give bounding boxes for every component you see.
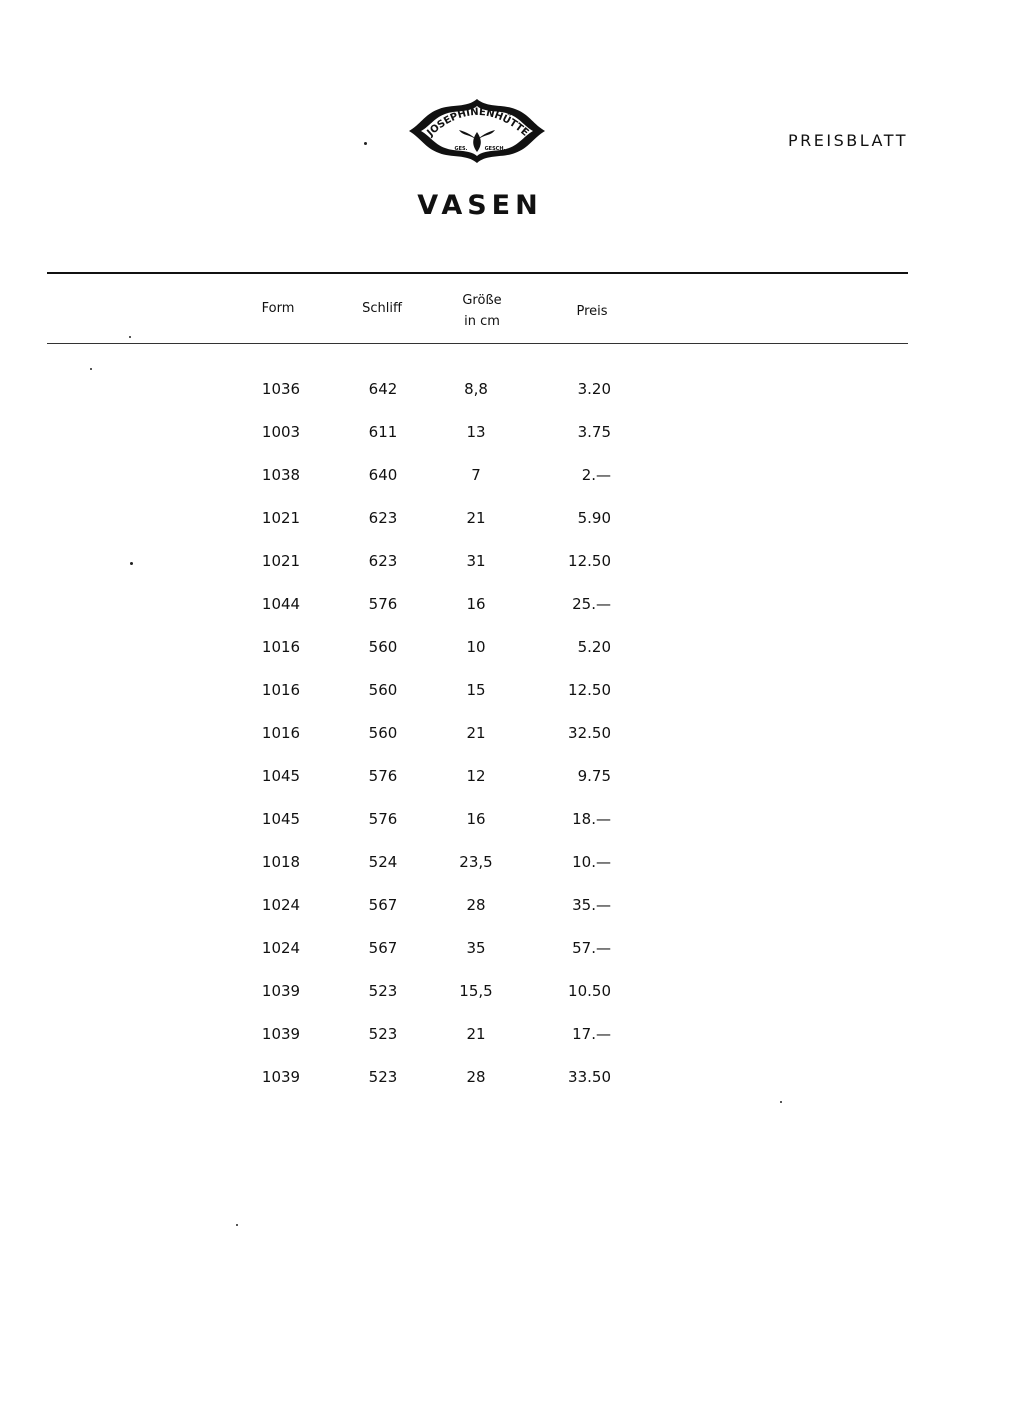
scan-speck	[364, 142, 367, 145]
row-form: 1016	[261, 681, 301, 699]
row-schliff: 567	[368, 939, 398, 957]
row-form: 1044	[261, 595, 301, 613]
row-size: 13	[466, 423, 486, 441]
row-price: 12.50	[568, 552, 611, 570]
row-price: 3.20	[577, 380, 611, 398]
row-form: 1003	[261, 423, 301, 441]
row-price: 9.75	[577, 767, 611, 785]
row-form: 1016	[261, 638, 301, 656]
table-row	[0, 681, 1024, 711]
column-header-price: Preis	[576, 304, 608, 319]
row-schliff: 576	[368, 595, 398, 613]
row-price: 25.—	[572, 595, 611, 613]
row-size: 12	[466, 767, 486, 785]
row-schliff: 576	[368, 767, 398, 785]
column-header-schliff: Schliff	[362, 301, 402, 316]
logo-left-mark: GES.	[454, 146, 468, 152]
row-price: 5.90	[577, 509, 611, 527]
table-row	[0, 638, 1024, 668]
row-price: 10.50	[568, 982, 611, 1000]
page-title: VASEN	[417, 190, 543, 221]
josephinenhuette-logo-icon	[405, 96, 550, 166]
row-schliff: 611	[368, 423, 398, 441]
row-form: 1038	[261, 466, 301, 484]
table-row	[0, 595, 1024, 625]
row-form: 1024	[261, 939, 301, 957]
row-schliff: 640	[368, 466, 398, 484]
row-form: 1039	[261, 1068, 301, 1086]
row-form: 1016	[261, 724, 301, 742]
row-size: 10	[466, 638, 486, 656]
row-size: 21	[466, 509, 486, 527]
header-rule-top	[47, 272, 908, 274]
row-form: 1036	[261, 380, 301, 398]
table-row	[0, 810, 1024, 840]
row-size: 28	[466, 896, 486, 914]
row-size: 7	[471, 466, 481, 484]
table-row	[0, 767, 1024, 797]
table-row	[0, 896, 1024, 926]
scan-speck	[236, 1224, 238, 1226]
row-schliff: 623	[368, 509, 398, 527]
row-form: 1039	[261, 982, 301, 1000]
row-price: 5.20	[577, 638, 611, 656]
row-size: 21	[466, 1025, 486, 1043]
table-row	[0, 466, 1024, 496]
table-row	[0, 982, 1024, 1012]
row-schliff: 523	[368, 982, 398, 1000]
logo-right-mark: GESCH.	[484, 146, 506, 152]
row-price: 12.50	[568, 681, 611, 699]
table-row	[0, 1025, 1024, 1055]
row-price: 18.—	[572, 810, 611, 828]
table-row	[0, 552, 1024, 582]
table-row	[0, 423, 1024, 453]
column-header-size	[450, 290, 514, 332]
row-size: 16	[466, 595, 486, 613]
logo-name-text: JOSEPHINENHÜTTE	[425, 106, 531, 139]
row-price: 57.—	[572, 939, 611, 957]
row-size: 31	[466, 552, 486, 570]
scan-speck	[130, 562, 133, 565]
column-header-size-line1: Größe	[462, 293, 502, 308]
row-schliff: 642	[368, 380, 398, 398]
row-size: 28	[466, 1068, 486, 1086]
row-price: 35.—	[572, 896, 611, 914]
row-size: 23,5	[459, 853, 493, 871]
row-size: 8,8	[464, 380, 488, 398]
row-form: 1045	[261, 810, 301, 828]
row-size: 15	[466, 681, 486, 699]
row-price: 2.—	[581, 466, 611, 484]
row-schliff: 623	[368, 552, 398, 570]
scan-speck	[90, 368, 92, 370]
row-size: 15,5	[459, 982, 493, 1000]
row-form: 1021	[261, 509, 301, 527]
row-size: 35	[466, 939, 486, 957]
scan-speck	[129, 336, 131, 338]
row-schliff: 567	[368, 896, 398, 914]
row-size: 16	[466, 810, 486, 828]
table-row	[0, 939, 1024, 969]
row-size: 21	[466, 724, 486, 742]
row-schliff: 560	[368, 681, 398, 699]
row-price: 17.—	[572, 1025, 611, 1043]
row-schliff: 576	[368, 810, 398, 828]
column-header-size-line2: in cm	[464, 314, 500, 329]
header-rule-bottom	[47, 343, 908, 344]
row-price: 10.—	[572, 853, 611, 871]
table-row	[0, 853, 1024, 883]
table-row	[0, 380, 1024, 410]
row-form: 1039	[261, 1025, 301, 1043]
row-form: 1045	[261, 767, 301, 785]
row-form: 1018	[261, 853, 301, 871]
table-row	[0, 509, 1024, 539]
row-schliff: 523	[368, 1025, 398, 1043]
column-header-form: Form	[261, 301, 295, 316]
row-schliff: 560	[368, 724, 398, 742]
row-schliff: 524	[368, 853, 398, 871]
row-price: 3.75	[577, 423, 611, 441]
row-price: 33.50	[568, 1068, 611, 1086]
row-schliff: 560	[368, 638, 398, 656]
row-form: 1021	[261, 552, 301, 570]
row-schliff: 523	[368, 1068, 398, 1086]
scan-speck	[780, 1101, 782, 1103]
row-form: 1024	[261, 896, 301, 914]
table-row	[0, 1068, 1024, 1098]
row-price: 32.50	[568, 724, 611, 742]
table-row	[0, 724, 1024, 754]
document-type-label: PREISBLATT	[788, 131, 908, 150]
